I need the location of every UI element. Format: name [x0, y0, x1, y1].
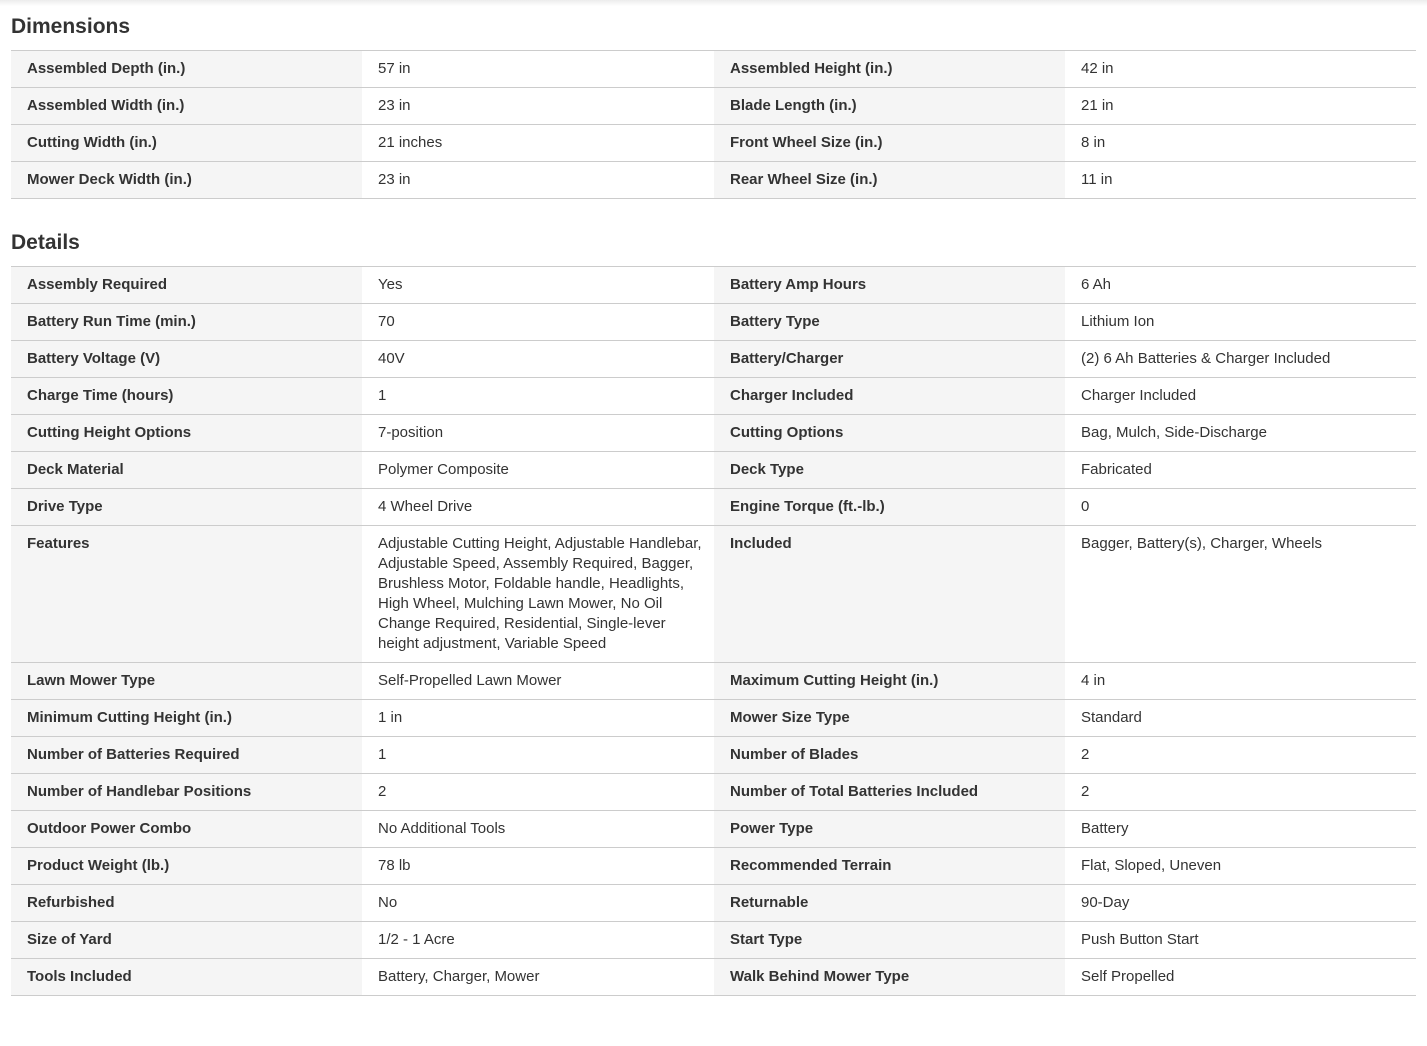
spec-label: Charge Time (hours) — [11, 378, 362, 415]
spec-value: Battery — [1065, 811, 1416, 848]
spec-label: Cutting Options — [714, 415, 1065, 452]
details-spec-table — [11, 266, 1416, 996]
spec-value: 7-position — [362, 415, 714, 452]
spec-label: Cutting Width (in.) — [11, 125, 362, 162]
spec-value: Battery, Charger, Mower — [362, 959, 714, 996]
spec-label: Number of Batteries Required — [11, 737, 362, 774]
spec-label: Outdoor Power Combo — [11, 811, 362, 848]
spec-value: 42 in — [1065, 51, 1416, 88]
top-shadow — [0, 0, 1427, 6]
spec-label: Included — [714, 526, 1065, 663]
spec-value: 1 — [362, 737, 714, 774]
spec-label: Maximum Cutting Height (in.) — [714, 663, 1065, 700]
spec-value: 4 Wheel Drive — [362, 489, 714, 526]
details-section — [11, 228, 1416, 996]
spec-value: Bag, Mulch, Side-Discharge — [1065, 415, 1416, 452]
spec-label: Product Weight (lb.) — [11, 848, 362, 885]
spec-value: 1 in — [362, 700, 714, 737]
spec-value: 1/2 - 1 Acre — [362, 922, 714, 959]
spec-value: (2) 6 Ah Batteries & Charger Included — [1065, 341, 1416, 378]
spec-label: Tools Included — [11, 959, 362, 996]
spec-label: Mower Deck Width (in.) — [11, 162, 362, 199]
spec-label: Mower Size Type — [714, 700, 1065, 737]
spec-label: Engine Torque (ft.-lb.) — [714, 489, 1065, 526]
spec-label: Battery Voltage (V) — [11, 341, 362, 378]
spec-label: Minimum Cutting Height (in.) — [11, 700, 362, 737]
spec-value: No — [362, 885, 714, 922]
spec-value: Lithium Ion — [1065, 304, 1416, 341]
section-title: Dimensions — [11, 15, 131, 38]
spec-label: Assembled Depth (in.) — [11, 51, 362, 88]
spec-value: Bagger, Battery(s), Charger, Wheels — [1065, 526, 1416, 663]
spec-value: 6 Ah — [1065, 267, 1416, 304]
spec-label: Number of Total Batteries Included — [714, 774, 1065, 811]
spec-value: Push Button Start — [1065, 922, 1416, 959]
spec-label: Assembled Width (in.) — [11, 88, 362, 125]
spec-label: Refurbished — [11, 885, 362, 922]
spec-value: 0 — [1065, 489, 1416, 526]
spec-value: 4 in — [1065, 663, 1416, 700]
spec-value: Adjustable Cutting Height, Adjustable Handlebar, Adjustable Speed, Assembly Required, Bagger, Brushless Motor, Foldable handle, Headlights, High Wheel, Mulching Lawn Mower, No Oil Change Required, Residential, Single-lever height adjustment, Variable Speed — [362, 526, 714, 663]
spec-value: Charger Included — [1065, 378, 1416, 415]
spec-label: Cutting Height Options — [11, 415, 362, 452]
spec-label: Assembly Required — [11, 267, 362, 304]
spec-label: Returnable — [714, 885, 1065, 922]
spec-value: 70 — [362, 304, 714, 341]
spec-label: Blade Length (in.) — [714, 88, 1065, 125]
spec-label: Battery/Charger — [714, 341, 1065, 378]
spec-label: Battery Amp Hours — [714, 267, 1065, 304]
spec-label: Deck Material — [11, 452, 362, 489]
spec-label: Deck Type — [714, 452, 1065, 489]
spec-label: Rear Wheel Size (in.) — [714, 162, 1065, 199]
spec-value: Flat, Sloped, Uneven — [1065, 848, 1416, 885]
spec-value: 23 in — [362, 162, 714, 199]
spec-label: Number of Handlebar Positions — [11, 774, 362, 811]
spec-value: Polymer Composite — [362, 452, 714, 489]
spec-label: Battery Run Time (min.) — [11, 304, 362, 341]
spec-value: Self Propelled — [1065, 959, 1416, 996]
spec-label: Recommended Terrain — [714, 848, 1065, 885]
spec-value: 2 — [1065, 774, 1416, 811]
spec-label: Number of Blades — [714, 737, 1065, 774]
spec-value: No Additional Tools — [362, 811, 714, 848]
spec-value: Yes — [362, 267, 714, 304]
section-title: Details — [11, 231, 80, 254]
spec-label: Front Wheel Size (in.) — [714, 125, 1065, 162]
spec-label: Assembled Height (in.) — [714, 51, 1065, 88]
spec-value: 90-Day — [1065, 885, 1416, 922]
dimensions-spec-table — [11, 50, 1416, 199]
spec-value: 40V — [362, 341, 714, 378]
spec-value: 2 — [362, 774, 714, 811]
spec-value: 23 in — [362, 88, 714, 125]
spec-label: Start Type — [714, 922, 1065, 959]
spec-value: Standard — [1065, 700, 1416, 737]
spec-label: Size of Yard — [11, 922, 362, 959]
spec-value: 78 lb — [362, 848, 714, 885]
spec-label: Walk Behind Mower Type — [714, 959, 1065, 996]
dimensions-section — [11, 12, 1416, 199]
spec-value: Fabricated — [1065, 452, 1416, 489]
spec-label: Features — [11, 526, 362, 663]
spec-value: 11 in — [1065, 162, 1416, 199]
spec-label: Charger Included — [714, 378, 1065, 415]
spec-value: 21 inches — [362, 125, 714, 162]
spec-value: 21 in — [1065, 88, 1416, 125]
spec-value: Self-Propelled Lawn Mower — [362, 663, 714, 700]
spec-label: Lawn Mower Type — [11, 663, 362, 700]
spec-label: Drive Type — [11, 489, 362, 526]
spec-value: 2 — [1065, 737, 1416, 774]
spec-value: 1 — [362, 378, 714, 415]
spec-label: Battery Type — [714, 304, 1065, 341]
spec-value: 8 in — [1065, 125, 1416, 162]
spec-label: Power Type — [714, 811, 1065, 848]
spec-value: 57 in — [362, 51, 714, 88]
